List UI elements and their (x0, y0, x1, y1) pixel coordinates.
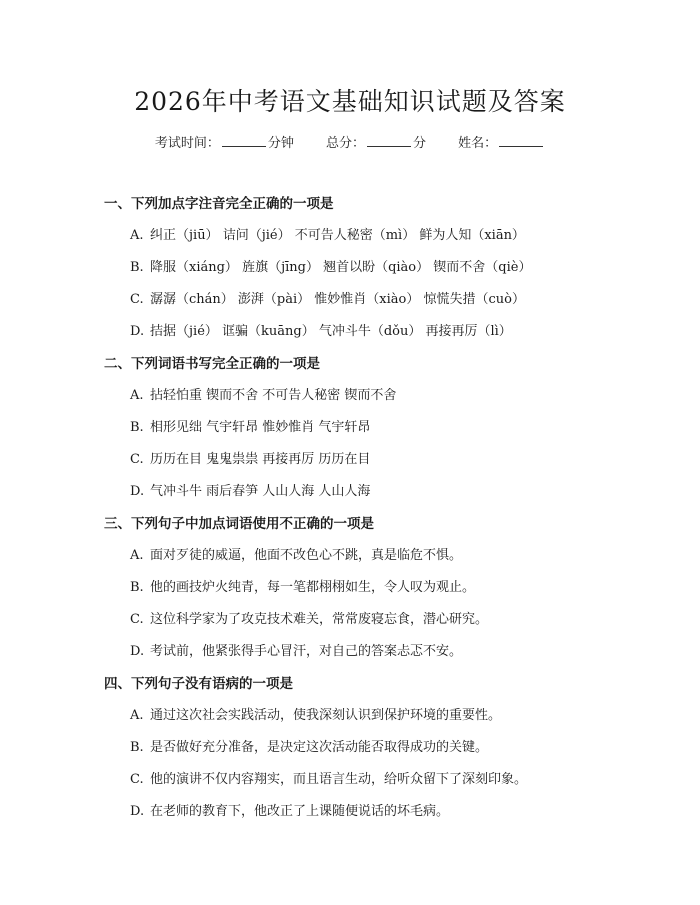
option-text: 是否做好充分准备，是决定这次活动能否取得成功的关键。 (150, 740, 489, 755)
name-label: 姓名： (458, 136, 498, 151)
option-letter: D. (130, 324, 145, 339)
option-item (130, 416, 370, 435)
option-text: 拮据（jié） 诓骗（kuāng） 气冲斗牛（dǒu） 再接再厉（lì） (150, 324, 512, 339)
option-letter: A. (130, 548, 144, 563)
option-letter: C. (130, 612, 144, 627)
option-item (130, 224, 525, 243)
question-heading: 四、下列句子没有语病的一项是 (104, 676, 293, 692)
option-text: 面对歹徒的威逼，他面不改色心不跳，真是临危不惧。 (150, 548, 463, 563)
option-item (130, 704, 501, 723)
option-letter: C. (130, 772, 144, 787)
question-heading: 三、下列句子中加点词语使用不正确的一项是 (104, 516, 374, 532)
option-letter: A. (130, 708, 144, 723)
option-text: 降服（xiáng） 旌旗（jīng） 翘首以盼（qiào） 锲而不舍（qiè） (150, 260, 532, 275)
option-letter: C. (130, 292, 144, 307)
name-field (458, 132, 545, 151)
option-text: 纠正（jiū） 诘问（jié） 不可告人秘密（mì） 鲜为人知（xiān） (150, 228, 525, 243)
option-letter: D. (130, 484, 145, 499)
option-letter: B. (130, 260, 144, 275)
time-label: 考试时间： (154, 136, 220, 151)
option-item (130, 288, 525, 307)
question-heading: 一、下列加点字注音完全正确的一项是 (104, 196, 334, 212)
option-item (130, 320, 512, 339)
option-letter: D. (130, 804, 145, 819)
option-text: 考试前，他紧张得手心冒汗，对自己的答案忐忑不安。 (150, 644, 463, 659)
option-text: 潺潺（chán） 澎湃（pài） 惟妙惟肖（xiào） 惊慌失措（cuò） (150, 292, 525, 307)
option-text: 他的演讲不仅内容翔实，而且语言生动，给听众留下了深刻印象。 (150, 772, 528, 787)
option-item (130, 544, 462, 563)
option-text: 拈轻怕重 锲而不舍 不可告人秘密 锲而不舍 (150, 388, 397, 403)
score-unit: 分 (413, 136, 427, 151)
time-unit: 分钟 (267, 136, 294, 151)
time-field (155, 132, 294, 151)
option-item (130, 608, 488, 627)
option-item (130, 576, 475, 595)
question-heading: 二、下列词语书写完全正确的一项是 (104, 356, 320, 372)
score-label: 总分： (325, 136, 365, 151)
option-letter: A. (130, 388, 144, 403)
option-item (130, 448, 370, 467)
option-text: 历历在目 鬼鬼祟祟 再接再厉 历历在目 (150, 452, 371, 467)
option-letter: A. (130, 228, 144, 243)
page-title: 2026年中考语文基础知识试题及答案 (134, 87, 566, 116)
option-text: 相形见绌 气宇轩昂 惟妙惟肖 气宇轩昂 (150, 420, 371, 435)
option-item (130, 800, 449, 819)
option-letter: B. (130, 740, 144, 755)
option-text: 气冲斗牛 雨后春笋 人山人海 人山人海 (150, 484, 371, 499)
option-letter: C. (130, 452, 144, 467)
option-item (130, 480, 370, 499)
option-text: 通过这次社会实践活动，使我深刻认识到保护环境的重要性。 (150, 708, 502, 723)
option-item (130, 736, 488, 755)
option-item (130, 768, 527, 787)
option-item (130, 640, 462, 659)
score-blank (367, 134, 411, 147)
option-text: 这位科学家为了攻克技术难关，常常废寝忘食，潜心研究。 (150, 612, 489, 627)
time-blank (222, 134, 266, 147)
option-text: 他的画技炉火纯青，每一笔都栩栩如生，令人叹为观止。 (150, 580, 476, 595)
option-letter: D. (130, 644, 145, 659)
option-letter: B. (130, 420, 144, 435)
name-blank (499, 134, 543, 147)
score-field (326, 132, 426, 151)
option-letter: B. (130, 580, 144, 595)
option-item (130, 384, 396, 403)
exam-info (0, 132, 700, 151)
option-text: 在老师的教育下，他改正了上课随便说话的坏毛病。 (150, 804, 450, 819)
option-item (130, 256, 531, 275)
